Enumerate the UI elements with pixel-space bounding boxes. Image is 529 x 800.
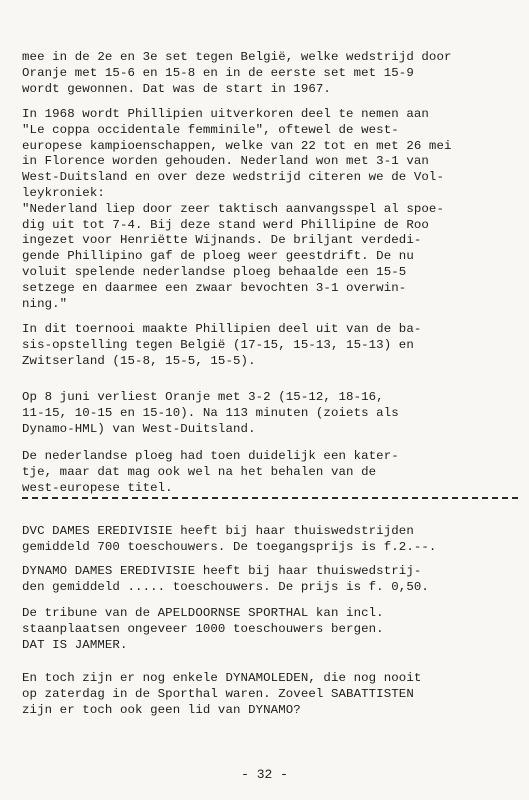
paragraph-dvc-attendance [22, 524, 517, 556]
paragraph-dynamo-attendance [22, 564, 517, 596]
text-line: wordt gewonnen. Dat was de start in 1967. [22, 81, 331, 96]
text-line: Dynamo-HML) van West-Duitsland. [22, 421, 256, 436]
text-line: Zwitserland (15-8, 15-5, 15-5). [22, 353, 256, 368]
text-line: 11-15, 10-15 en 15-10). Na 113 minuten (zoiets als [22, 405, 399, 420]
dashed-separator [22, 497, 518, 499]
text-line: De tribune van de APELDOORNSE SPORTHAL kan incl. [22, 606, 384, 620]
paragraph-sporthal-capacity [22, 606, 517, 653]
text-line: west-europese titel. [22, 480, 173, 495]
text-line: ingezet voor Henriëtte Wijnands. De briljant verdedi- [22, 233, 422, 248]
text-line: tje, maar dat mag ook wel na het behalen van de [22, 464, 377, 479]
text-line: gemiddeld 700 toeschouwers. De toegangsprijs is f.2.--. [22, 539, 437, 554]
page-number: - 32 - [241, 767, 288, 782]
text-line: DYNAMO DAMES EREDIVISIE heeft bij haar thuiswedstrij- [22, 564, 422, 578]
text-line: "Nederland liep door zeer taktisch aanvangsspel al spoe- [22, 201, 444, 216]
text-line: DAT IS JAMMER. [22, 637, 128, 652]
text-line: ning." [22, 296, 68, 311]
text-line: gende Phillipino gaf de ploeg weer geestdrift. De nu [22, 249, 414, 264]
paragraph-june-8-match [22, 390, 517, 437]
text-line: En toch zijn er nog enkele DYNAMOLEDEN, die nog nooit [22, 671, 422, 685]
text-line: leykroniek: [22, 185, 105, 200]
text-line: zijn er toch ook geen lid van DYNAMO? [22, 702, 301, 717]
paragraph-start-1967 [22, 50, 517, 97]
text-line: staanplaatsen ongeveer 1000 toeschouwers bergen. [22, 621, 384, 636]
text-line: Op 8 juni verliest Oranje met 3-2 (15-12, 18-16, [22, 390, 384, 404]
text-line: sis-opstelling tegen België (17-15, 15-13, 15-13) en [22, 337, 414, 352]
text-line: mee in de 2e en 3e set tegen België, welke wedstrijd door [22, 50, 452, 64]
text-line: den gemiddeld ..... toeschouwers. De prijs is f. 0,50. [22, 579, 429, 594]
text-line: op zaterdag in de Sporthal waren. Zoveel SABATTISTEN [22, 686, 414, 701]
paragraph-west-european-title [22, 449, 517, 496]
text-line: dig uit tot 7-4. Bij deze stand werd Phillipine de Roo [22, 217, 429, 232]
text-line: In 1968 wordt Phillipien uitverkoren deel te nemen aan [22, 107, 429, 121]
text-line: West-Duitsland en over deze wedstrijd citeren we de Vol- [22, 170, 444, 185]
text-line: setzege en daarmee een zwaar bevochten 3-1 overwin- [22, 280, 407, 295]
text-line: in Florence worden gehouden. Nederland won met 3-1 van [22, 154, 429, 169]
paragraph-dynamo-members [22, 671, 517, 718]
text-line: DVC DAMES EREDIVISIE heeft bij haar thuiswedstrijden [22, 524, 414, 538]
text-line: "Le coppa occidentale femminile", oftewel de west- [22, 122, 399, 137]
text-line: De nederlandse ploeg had toen duidelijk een kater- [22, 449, 399, 463]
text-line: europese kampioenschappen, welke van 22 tot en met 26 mei [22, 138, 452, 153]
text-line: In dit toernooi maakte Phillipien deel uit van de ba- [22, 322, 422, 336]
paragraph-1968-championship [22, 107, 517, 312]
paragraph-tournament-lineup [22, 322, 517, 369]
text-line: voluit spelende nederlandse ploeg behaalde een 15-5 [22, 264, 407, 279]
text-line: Oranje met 15-6 en 15-8 en in de eerste set met 15-9 [22, 65, 414, 80]
